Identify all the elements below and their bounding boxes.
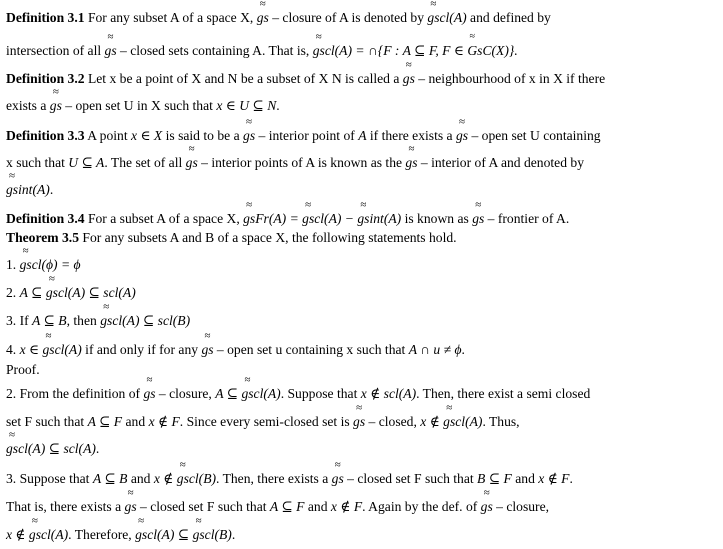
text-line [6, 470, 719, 488]
gs-symbol: ≈ gs [353, 413, 365, 431]
math-expression: x ∉ F [538, 471, 570, 486]
math-expression: A ∩ u ≠ ϕ [408, 342, 462, 357]
text-line [6, 181, 719, 199]
body-text: . Since every semi-closed set is [179, 414, 354, 429]
heading-label: Definition 3.4 [6, 211, 85, 226]
body-text: 3. Suppose that [6, 471, 93, 486]
text-line [6, 154, 719, 172]
body-text: intersection of all [6, 43, 105, 58]
text-line [6, 97, 719, 115]
math-expression: A ⊆ F [87, 414, 123, 429]
body-text: and defined by [466, 10, 551, 25]
heading-label: Theorem 3.5 [6, 230, 79, 245]
body-text: . [461, 342, 465, 357]
body-text: – open set U in X such that [61, 98, 217, 113]
gs-symbol: ≈ gs [46, 284, 58, 302]
math-expression: A ⊆ [19, 285, 46, 300]
gs-symbol: ≈ gs [243, 210, 255, 228]
body-text: – closure of A is denoted by [268, 10, 428, 25]
body-text: exists a [6, 98, 50, 113]
body-text: – neighbourhood of x in X if there [414, 71, 606, 86]
body-text: and [304, 499, 331, 514]
body-text: and [127, 471, 154, 486]
math-expression: x ∉ [6, 527, 29, 542]
text-line [6, 127, 719, 145]
text-line [6, 361, 719, 379]
body-text: . Again by the def. of [362, 499, 481, 514]
body-text: and [511, 471, 539, 486]
gs-symbol: ≈ gs [456, 127, 468, 145]
gs-symbol: ≈ gs [6, 181, 18, 199]
body-text: – closed, [365, 414, 421, 429]
body-text: and [122, 414, 149, 429]
body-text: – interior point of [255, 128, 359, 143]
math-expression: U ⊆ A [68, 155, 105, 170]
math-expression: cl(A) [439, 10, 467, 25]
math-expression: x ∈ [19, 342, 43, 357]
body-text: – frontier of A. [484, 211, 570, 226]
math-expression: cl(ϕ) = ϕ [31, 257, 81, 272]
text-line [6, 284, 719, 302]
gs-symbol: ≈ gs [403, 70, 415, 88]
gs-symbol: ≈ gs [105, 42, 117, 60]
body-text: . [49, 182, 54, 197]
math-expression: cl(B) [188, 471, 217, 486]
body-text: . The set of all [104, 155, 186, 170]
body-text: x such that [6, 155, 69, 170]
gs-symbol: ≈ gs [313, 42, 325, 60]
math-expression: A ⊆ B [32, 313, 67, 328]
body-text: 2. From the definition of [6, 386, 144, 401]
body-text: if there exists a [366, 128, 456, 143]
gs-symbol: ≈ gs [43, 341, 55, 359]
body-text: is said to be a [162, 128, 244, 143]
body-text: – open set u containing x such that [213, 342, 409, 357]
body-text: . Thus, [482, 414, 520, 429]
math-expression: x ∈ U ⊆ N [216, 98, 277, 113]
math-expression: sC(X)}. [477, 43, 518, 58]
body-text: – closure, [155, 386, 216, 401]
gs-symbol: ≈ gs [6, 440, 18, 458]
body-text: if and only if for any [81, 342, 202, 357]
math-expression: A ⊆ [215, 386, 242, 401]
gs-symbol: ≈ gs [177, 470, 189, 488]
math-expression: cl(A) = ∩{F : A ⊆ F, F ∈ [324, 43, 468, 58]
gs-symbol: ≈ gs [20, 256, 32, 274]
text-line [6, 256, 719, 274]
gs-symbol: ≈ gs [143, 385, 155, 403]
gs-symbol: ≈ gs [135, 526, 147, 544]
math-expression: A [358, 128, 367, 143]
math-expression: cl(A) [253, 386, 281, 401]
gs-symbol: ≈ gs [472, 210, 484, 228]
body-text: . Then, there exist a semi closed [416, 386, 591, 401]
heading-label: Definition 3.1 [6, 10, 85, 25]
gs-symbol: ≈ gs [50, 97, 62, 115]
body-text: , then [66, 313, 101, 328]
body-text: – closure, [492, 499, 550, 514]
math-expression: x ∉ F [330, 499, 363, 514]
text-line [6, 70, 719, 88]
body-text: – interior points of A is known as the [197, 155, 406, 170]
gs-symbol: ≈ gs [243, 127, 255, 145]
math-expression: cl(A) ⊆ scl(A) [57, 285, 136, 300]
body-text: . [95, 441, 100, 456]
gs-symbol: ≈ gs [125, 498, 137, 516]
math-expression: cl(A) − [314, 211, 358, 226]
body-text: . Therefore, [68, 527, 136, 542]
math-expression: cl(B) [204, 527, 232, 542]
text-line [6, 440, 719, 458]
text-line [6, 9, 719, 27]
body-text: Proof. [6, 362, 40, 377]
text-line [6, 341, 719, 359]
gs-symbol: ≈ gs [427, 9, 439, 27]
math-expression: cl(A) ⊆ scl(A) [18, 441, 96, 456]
text-line [6, 413, 719, 431]
text-line [6, 385, 719, 403]
body-text: . [569, 471, 573, 486]
text-line [6, 526, 719, 544]
body-text: . [276, 98, 280, 113]
gs-symbol: ≈ gs [257, 9, 269, 27]
gs-symbol: ≈ gs [357, 210, 369, 228]
text-line [6, 229, 719, 247]
gs-symbol: ≈ G [467, 42, 477, 60]
text-line [6, 210, 719, 228]
math-expression: x ∉ [153, 471, 177, 486]
math-expression: x ∈ X [131, 128, 163, 143]
gs-symbol: ≈ gs [201, 341, 213, 359]
body-text: 3. If [6, 313, 33, 328]
gs-symbol: ≈ gs [443, 413, 455, 431]
body-text: – closed sets containing A. That is, [116, 43, 313, 58]
gs-symbol: ≈ gs [241, 385, 253, 403]
body-text: – closed set F such that [136, 499, 270, 514]
gs-symbol: ≈ gs [100, 312, 112, 330]
math-expression: int(A) [18, 182, 50, 197]
text-line [6, 498, 719, 516]
math-expression: cl(A) ⊆ scl(B) [112, 313, 191, 328]
body-text: . Then, there exists a [216, 471, 332, 486]
heading-label: Definition 3.3 [6, 128, 85, 143]
gs-symbol: ≈ gs [332, 470, 344, 488]
heading-label: Definition 3.2 [6, 71, 85, 86]
math-expression: x ∉ scl(A) [360, 386, 417, 401]
math-expression: B ⊆ F [477, 471, 512, 486]
body-text: . Suppose that [280, 386, 361, 401]
math-expression: cl(A) [41, 527, 69, 542]
text-line [6, 312, 719, 330]
math-expression: cl(A) [455, 414, 483, 429]
math-expression: int(A) [369, 211, 402, 226]
body-text: is known as [401, 211, 473, 226]
body-text: set F such that [6, 414, 88, 429]
gs-symbol: ≈ gs [29, 526, 41, 544]
math-expression: cl(A) [54, 342, 82, 357]
text-line [6, 42, 719, 60]
math-expression: A ⊆ B [92, 471, 128, 486]
body-text: . [231, 527, 236, 542]
body-text: 4. [6, 342, 20, 357]
gs-symbol: ≈ gs [302, 210, 314, 228]
math-expression: cl(A) ⊆ [147, 527, 193, 542]
math-expression: x ∉ [420, 414, 444, 429]
body-text: – closed set F such that [343, 471, 478, 486]
gs-symbol: ≈ gs [186, 154, 198, 172]
gs-symbol: ≈ gs [481, 498, 493, 516]
body-text: For any subset A of a space X, [84, 10, 257, 25]
body-text: 1. [6, 257, 20, 272]
math-expression: A ⊆ F [269, 499, 305, 514]
body-text: A point [84, 128, 132, 143]
body-text: For any subsets A and B of a space X, the following statements hold. [79, 230, 457, 245]
body-text: – open set U containing [468, 128, 601, 143]
gs-symbol: ≈ gs [405, 154, 417, 172]
math-expression: x ∉ F [148, 414, 180, 429]
body-text: – interior of A and denoted by [417, 155, 585, 170]
body-text: 2. [6, 285, 20, 300]
body-text: Let x be a point of X and N be a subset of X N is called a [84, 71, 403, 86]
math-expression: Fr(A) = [255, 211, 303, 226]
body-text: For a subset A of a space X, [84, 211, 244, 226]
gs-symbol: ≈ gs [193, 526, 205, 544]
body-text: That is, there exists a [6, 499, 125, 514]
